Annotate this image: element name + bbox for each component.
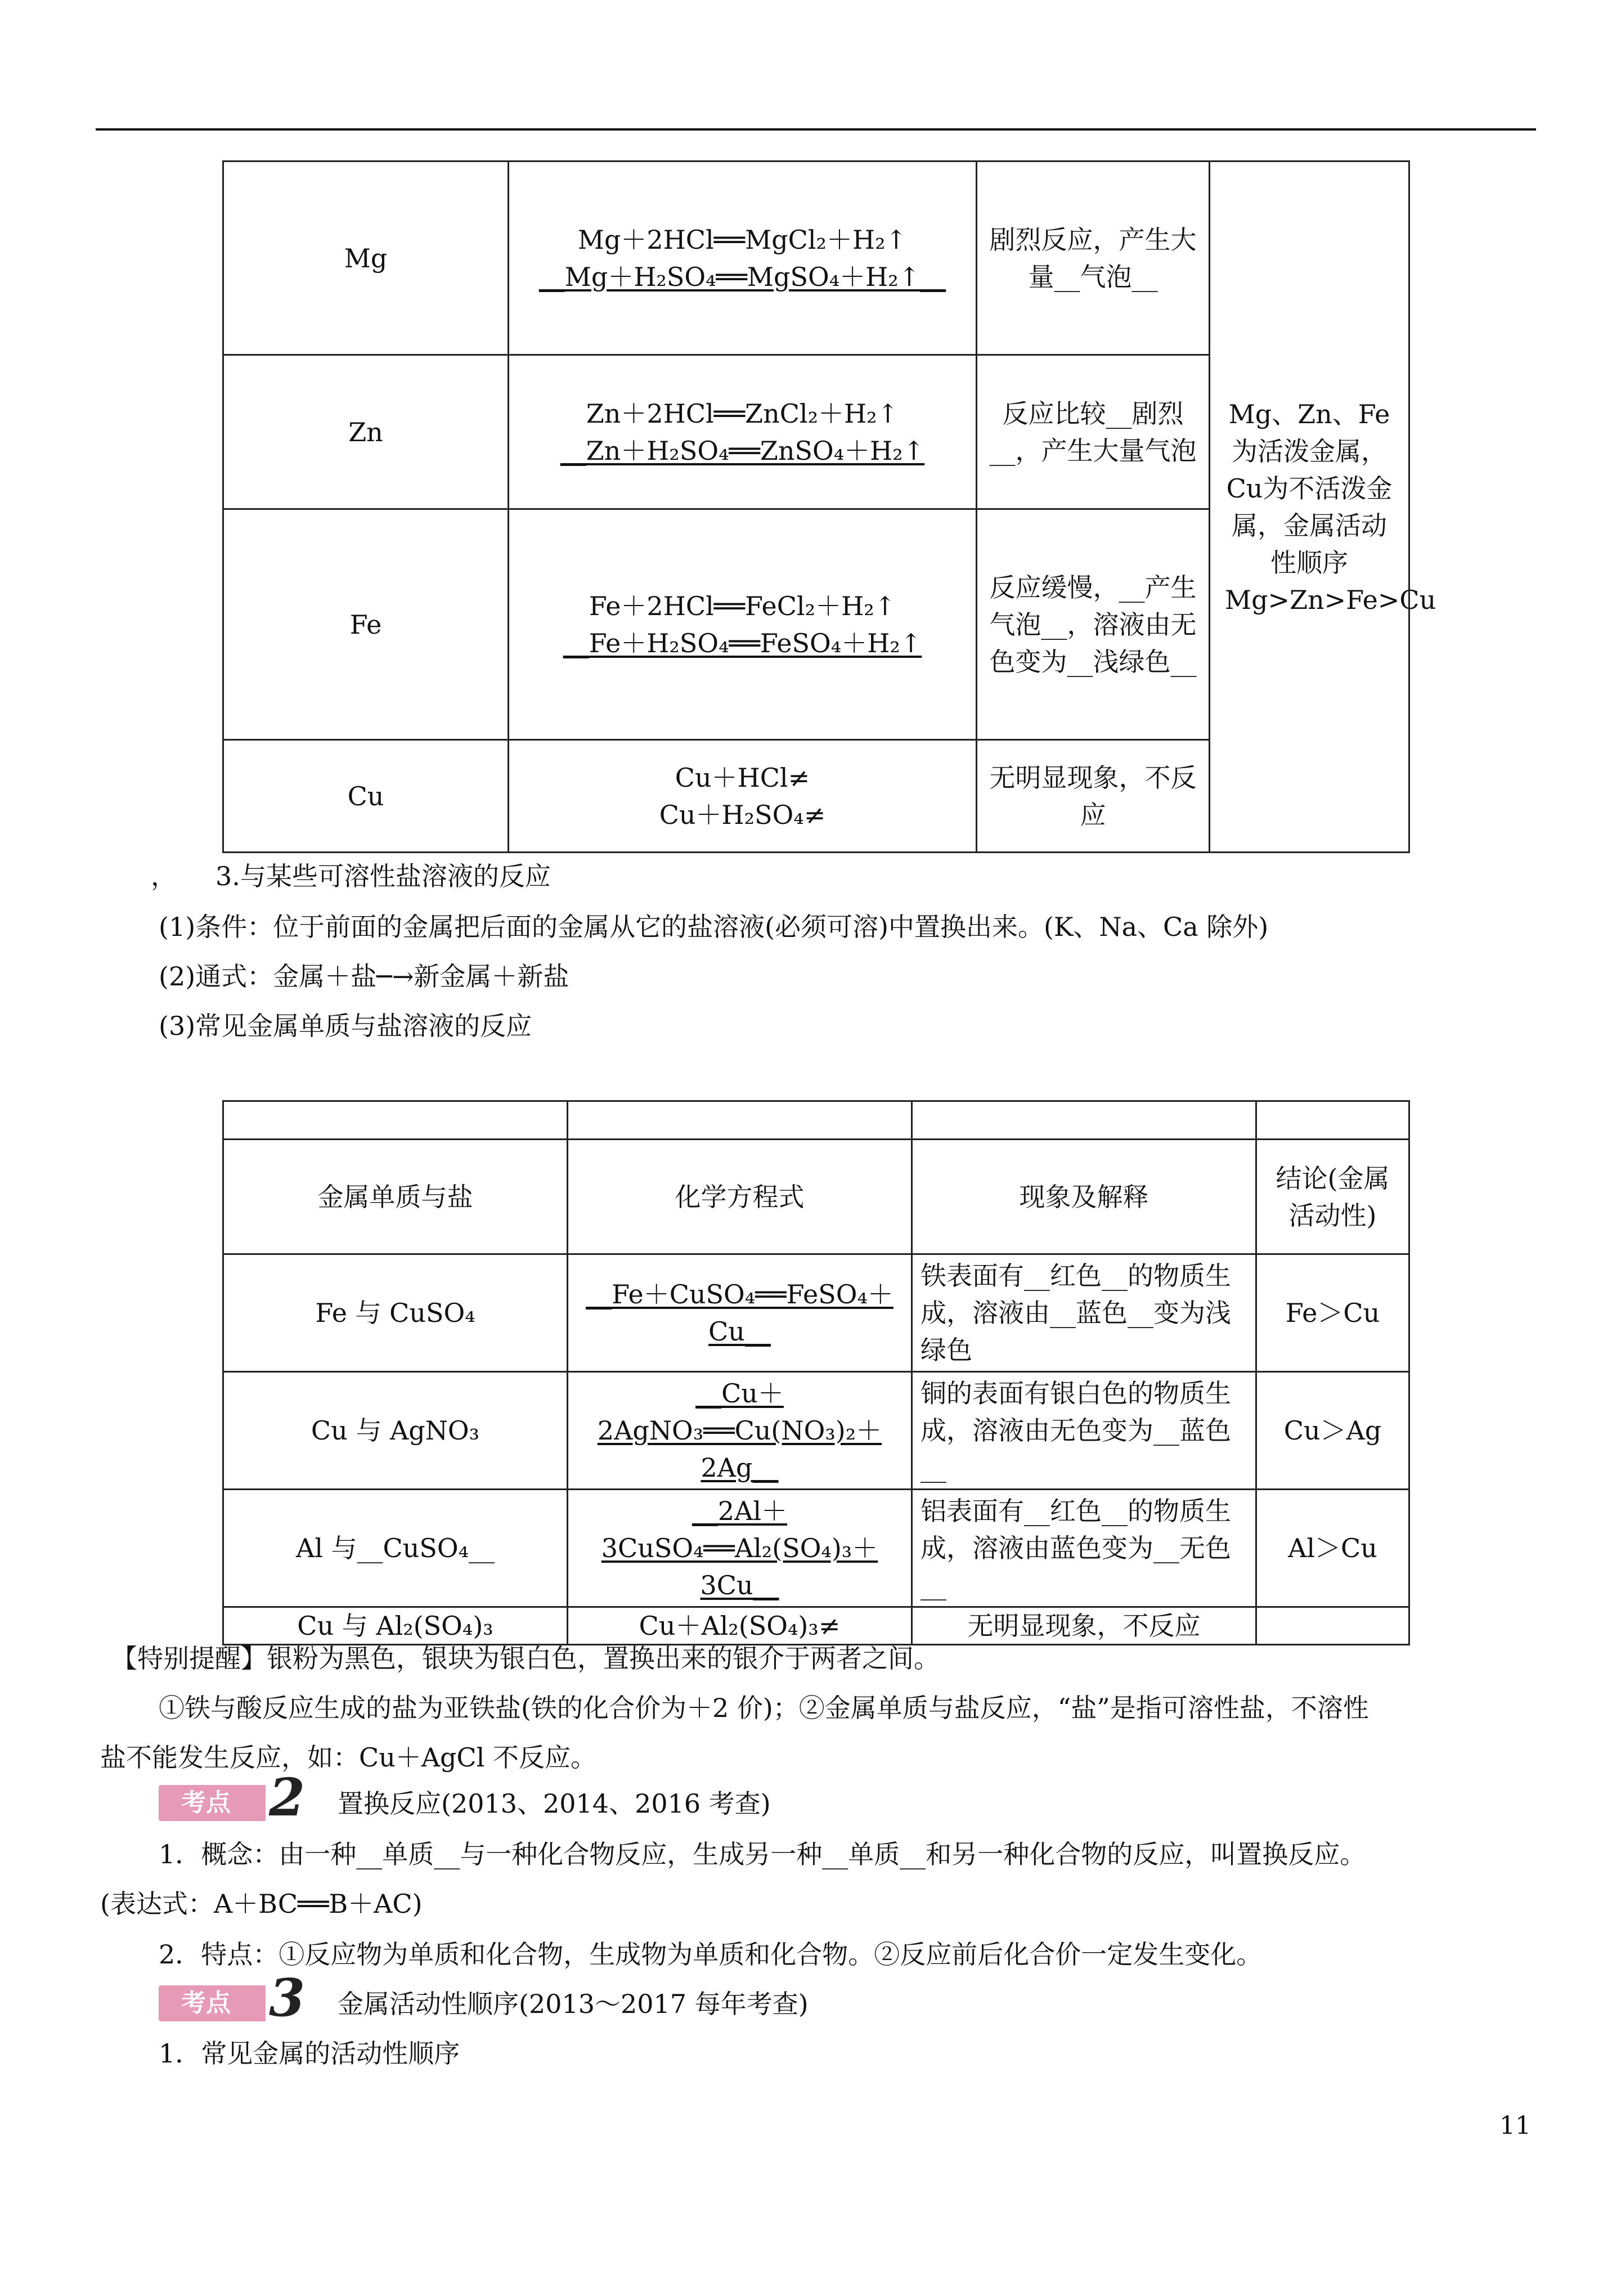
conclusion-cell: Mg、Zn、Fe为活泼金属，Cu为不活泼金属，金属活动性顺序Mg>Zn>Fe>Cu <box>1210 162 1409 853</box>
conclusion-cell <box>1256 1607 1409 1645</box>
formula-text: (2)通式：金属＋盐─→新金属＋新盐 <box>159 961 569 992</box>
table-row <box>223 162 1409 355</box>
common-reactions-heading: (3)常见金属单质与盐溶液的反应 <box>159 1011 532 1041</box>
pair-cell: Cu 与 AgNO₃ <box>223 1372 568 1490</box>
column-header: 金属单质与盐 <box>223 1140 568 1254</box>
equation-cell <box>509 740 977 853</box>
metal-cell: Cu <box>223 740 509 853</box>
observation-cell: 无明显现象，不反应 <box>912 1607 1256 1645</box>
expression-text: (表达式：A＋BC══B＋AC) <box>100 1889 423 1919</box>
conclusion-cell: Fe＞Cu <box>1256 1254 1409 1372</box>
condition-text: (1)条件：位于前面的金属把后面的金属从它的盐溶液(必须可溶)中置换出来。(K、Na、Ca 除外) <box>159 912 1269 942</box>
equation-line: Cu＋H₂SO₄≠ <box>659 799 826 830</box>
table-row <box>223 1254 1409 1372</box>
exam-point-number: 3 <box>269 1967 306 2028</box>
equation-line: Fe＋2HCl══FeCl₂＋H₂↑ <box>589 590 896 621</box>
equation-line: Mg＋2HCl══MgCl₂＋H₂↑ <box>577 224 908 255</box>
activity-order-heading: 1．常见金属的活动性顺序 <box>159 2038 460 2069</box>
metal-cell: Zn <box>223 355 509 509</box>
observation-cell: 铁表面有__红色__的物质生成，溶液由__蓝色__变为浅绿色 <box>912 1254 1256 1372</box>
special-reminder: 【特别提醒】银粉为黑色，银块为银白色，置换出来的银介于两者之间。 <box>111 1643 940 1674</box>
salt-reaction-table <box>222 1100 1410 1645</box>
exam-point-badge: 考点 <box>159 1985 266 2021</box>
exam-point-title: 金属活动性顺序(2013～2017 每年考查) <box>338 1989 809 2019</box>
observation-cell: 反应比较__剧烈__，产生大量气泡 <box>977 355 1210 509</box>
conclusion-cell: Cu＞Ag <box>1256 1372 1409 1490</box>
metal-cell: Mg <box>223 162 509 355</box>
pair-cell: Fe 与 CuSO₄ <box>223 1254 568 1372</box>
exam-point-number: 2 <box>269 1767 306 1828</box>
equation-cell: __2Al＋3CuSO₄══Al₂(SO₄)₃＋3Cu__ <box>568 1490 912 1607</box>
observation-cell: 剧烈反应，产生大量__气泡__ <box>977 162 1210 355</box>
column-header: 结论(金属活动性) <box>1256 1140 1409 1254</box>
table-row <box>223 1607 1409 1645</box>
column-header: 化学方程式 <box>568 1140 912 1254</box>
metal-cell: Fe <box>223 509 509 740</box>
equation-line: __Zn＋H₂SO₄══ZnSO₄＋H₂↑ <box>560 435 925 466</box>
table-row <box>223 1372 1409 1490</box>
top-rule <box>96 128 1536 131</box>
note-line-1: ①铁与酸反应生成的盐为亚铁盐(铁的化合价为＋2 价)；②金属单质与盐反应，“盐”是指可溶性盐，不溶性 <box>159 1693 1369 1723</box>
acid-reaction-table <box>222 160 1436 853</box>
equation-cell <box>509 162 977 355</box>
concept-text: 1．概念：由一种__单质__与一种化合物反应，生成另一种__单质__和另一种化合物的反应，叫置换反应。 <box>159 1839 1366 1869</box>
equation-line: Zn＋2HCl══ZnCl₂＋H₂↑ <box>586 398 899 429</box>
exam-point-title: 置换反应(2013、2014、2016 考查) <box>338 1788 771 1819</box>
column-header: 现象及解释 <box>912 1140 1256 1254</box>
equation-line: Cu＋HCl≠ <box>675 762 810 793</box>
table-row <box>223 1101 1409 1140</box>
observation-cell: 铝表面有__红色__的物质生成，溶液由蓝色变为__无色__ <box>912 1490 1256 1607</box>
observation-cell: 无明显现象，不反应 <box>977 740 1210 853</box>
equation-cell <box>509 509 977 740</box>
feature-text: 2．特点：①反应物为单质和化合物，生成物为单质和化合物。②反应前后化合价一定发生变化。 <box>159 1939 1263 1970</box>
equation-line: __Mg＋H₂SO₄══MgSO₄＋H₂↑__ <box>538 261 946 292</box>
pair-cell: Al 与__CuSO₄__ <box>223 1490 568 1607</box>
exam-point-badge: 考点 <box>159 1785 266 1821</box>
equation-cell: Cu＋Al₂(SO₄)₃≠ <box>568 1607 912 1645</box>
table-header-row <box>223 1140 1409 1254</box>
table-row <box>223 1490 1409 1607</box>
observation-cell: 铜的表面有银白色的物质生成，溶液由无色变为__蓝色__ <box>912 1372 1256 1490</box>
observation-cell: 反应缓慢，__产生气泡__，溶液由无色变为__浅绿色__ <box>977 509 1210 740</box>
equation-cell: __Cu＋2AgNO₃══Cu(NO₃)₂＋2Ag__ <box>568 1372 912 1490</box>
note-line-2: 盐不能发生反应，如：Cu＋AgCl 不反应。 <box>100 1742 597 1773</box>
equation-cell <box>509 355 977 509</box>
pair-cell: Cu 与 Al₂(SO₄)₃ <box>223 1607 568 1645</box>
conclusion-cell: Al＞Cu <box>1256 1490 1409 1607</box>
section-title: ， 3.与某些可溶性盐溶液的反应 <box>151 861 551 891</box>
page-number: 11 <box>1499 2111 1531 2140</box>
equation-line: __Fe＋H₂SO₄══FeSO₄＋H₂↑ <box>563 627 922 658</box>
equation-cell: __Fe＋CuSO₄══FeSO₄＋Cu__ <box>568 1254 912 1372</box>
